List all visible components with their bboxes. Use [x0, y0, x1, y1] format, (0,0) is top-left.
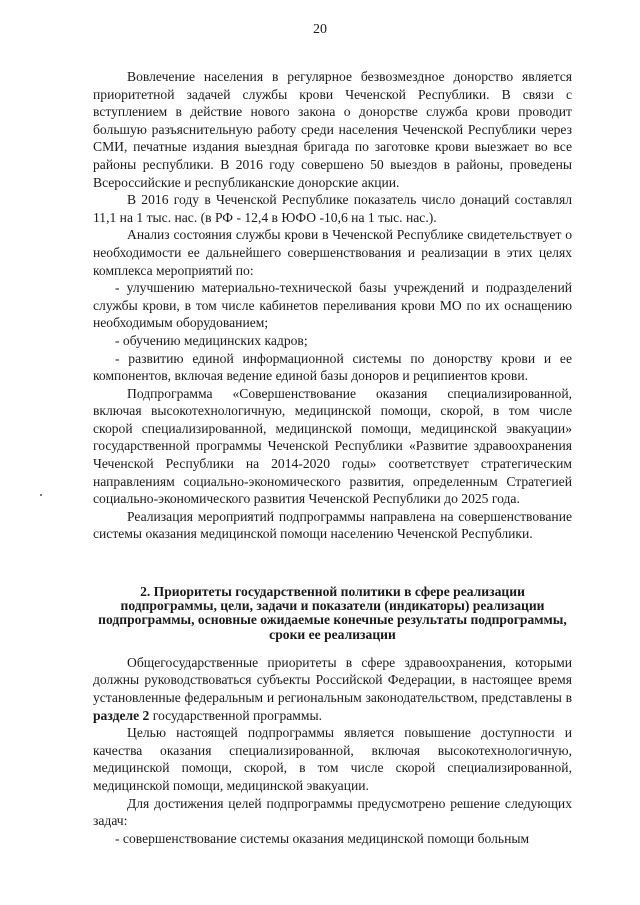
heading-spacer — [93, 642, 572, 654]
paragraph-subprogram-strategy: Подпрограмма «Совершенствование оказания специализированной, включая высокотехнологичную, медицинской помощи, скорой, в том числе скорой специализированной, медицинской помощи, медицинской эвакуации» государственной программы Чеченской Республики «Развитие здравоохранения Чеченской Республики на 2014-2020 годы» соответствует стратегическим направлениям социально-экономического развития, определенным Стратегией социально-экономического развития Чеченской Республики до 2025 года. — [93, 385, 572, 507]
priorities-text-end: государственной программы. — [149, 707, 323, 723]
margin-speck — [40, 494, 42, 496]
priorities-text-start: Общегосударственные приоритеты в сфере здравоохранения, которыми должны руководствоваться субъекты Российской Федерации, в настоящее время установленные федеральным и региональным законодательством, представлены в — [93, 654, 572, 706]
list-item-information-system: - развитию единой информационной системы по донорству крови и ее компонентов, включая ведение единой базы доноров и реципиентов крови. — [93, 350, 572, 384]
paragraph-blood-service-analysis: Анализ состояния службы крови в Чеченской Республике свидетельствует о необходимости ее дальнейшего совершенствования и реализации в этих целях комплекса мероприятий по: — [93, 227, 572, 278]
paragraph-donation-rate: В 2016 году в Чеченской Республике показатель число донаций составлял 11,1 на 1 тыс. нас. (в РФ - 12,4 в ЮФО -10,6 на 1 тыс. нас.). — [93, 192, 572, 225]
paragraph-donor-involvement: Вовлечение населения в регулярное безвозмездное донорство является приоритетной задачей службы крови Чеченской Республики. В связи с вступлением в действие нового закона о донорстве служба крови проводит большую разъяснительную работу среди населения Чеченской Республики через СМИ, печатные издания выездная бригада по заготовке крови выезжает во все районы республики. В 2016 году совершено 50 выездов в районы, проведены Всероссийские и республиканские донорские акции. — [93, 69, 572, 190]
document-body — [93, 68, 572, 847]
section-heading: 2. Приоритеты государственной политики в сфере реализации подпрограммы, цели, задачи и показатели (индикаторы) реализации подпрограммы, основные ожидаемые конечные результаты подпрограммы, сроки ее реализации — [98, 584, 567, 642]
list-item-equipment: - улучшению материально-технической базы учреждений и подразделений службы крови, в том числе кабинетов переливания крови МО по их оснащению необходимым оборудованием; — [93, 280, 572, 331]
page-number: 20 — [313, 22, 327, 37]
section-reference: разделе 2 — [93, 707, 150, 723]
list-item-care-system: - совершенствование системы оказания медицинской помощи больным — [115, 830, 530, 846]
paragraph-subprogram-aim: Реализация мероприятий подпрограммы направлена на совершенствование системы оказания медицинской помощи населению Чеченской Республики. — [93, 508, 572, 542]
paragraph-national-priorities — [93, 654, 572, 724]
list-item-training: - обучению медицинских кадров; — [115, 332, 308, 348]
section-spacer — [93, 543, 572, 585]
paragraph-subprogram-goal: Целью настоящей подпрограммы является повышение доступности и качества оказания специализированной, включая высокотехнологичную, медицинской помощи, скорой, в том числе скорой специализированной, медицинской помощи, медицинской эвакуации. — [93, 725, 572, 793]
paragraph-tasks-intro: Для достижения целей подпрограммы предусмотрено решение следующих задач: — [93, 795, 572, 829]
